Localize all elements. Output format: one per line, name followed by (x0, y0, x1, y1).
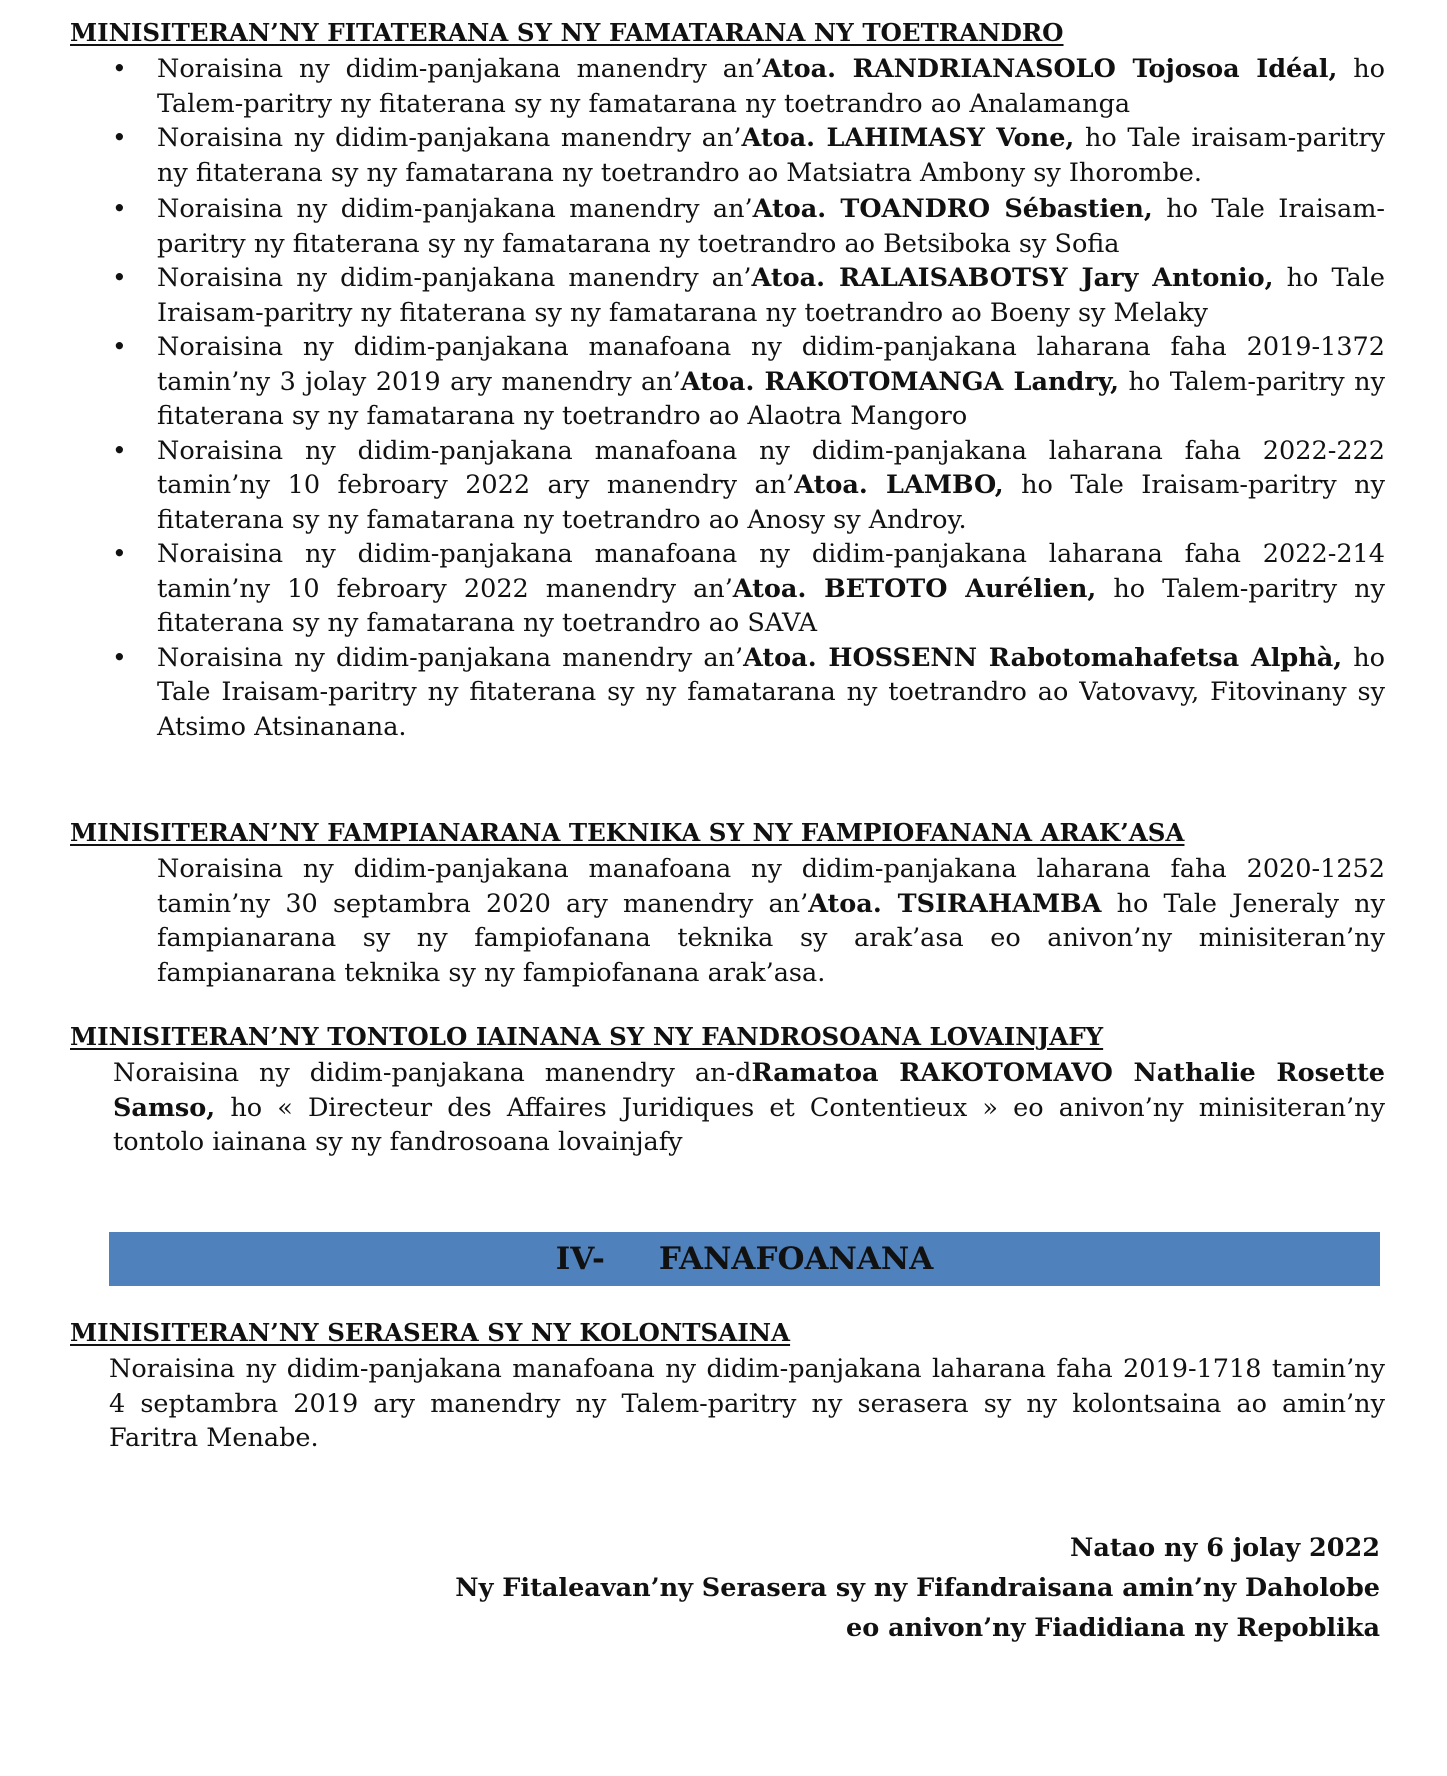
signature-block (455, 1528, 1380, 1648)
signature-line-2: eo anivon’ny Fiadidiana ny Repoblika (845, 1613, 1380, 1643)
item-text: Noraisina ny didim-panjakana manafoana ny didim-panjakana laharana faha 2022-214 tamin’ny 10 febroary 2022 manendry an’ (157, 539, 1385, 604)
person-name: Atoa. LAMBO, (794, 470, 1004, 500)
signature-date: Natao ny 6 jolay 2022 (1070, 1533, 1380, 1563)
person-name: Atoa. BETOTO Aurélien, (732, 573, 1097, 604)
list-item (110, 641, 1385, 745)
bullet-icon: • (112, 642, 127, 672)
person-name: Atoa. HOSSENN Rabotomahafetsa Alphà, (743, 642, 1343, 673)
list-item (110, 434, 1385, 538)
item-text: ho Tale Iraisam-paritry ny fitaterana sy ny famatarana ny toetrandro ao Betsiboka sy Sofia (157, 194, 1385, 259)
list-item (110, 121, 1385, 190)
item-text: Noraisina ny didim-panjakana manafoana ny didim-panjakana laharana faha 2022-222 tamin’ny 10 febroary 2022 ary manendry an’ (157, 435, 1385, 500)
item-text: ho Tale Iraisam-paritry ny fitaterana sy ny famatarana ny toetrandro ao Vatovavy, Fitovinany sy Atsimo Atsinanana. (157, 642, 1385, 742)
bullet-icon: • (112, 54, 127, 83)
item-text: ho Talem-paritry ny fitaterana sy ny famatarana ny toetrandro ao Alaotra Mangoro (157, 366, 1385, 431)
bullet-icon: • (112, 539, 127, 568)
paragraph-tontolo (113, 1056, 1385, 1160)
item-text: ho Tale Iraisam-paritry ny fitaterana sy ny famatarana ny toetrandro ao Boeny sy Melaky (157, 263, 1386, 328)
item-text: Noraisina ny didim-panjakana manendry an’ (157, 263, 752, 293)
bullet-icon: • (112, 123, 127, 152)
paragraph-serasera: Noraisina ny didim-panjakana manafoana ny didim-panjakana laharana faha 2019-1718 tamin’ny 4 septambra 2019 ary manendry ny Talem-paritry ny serasera sy ny kolontsaina ao amin’ny Faritra Menabe. (109, 1354, 1385, 1453)
person-name: Atoa. TSIRAHAMBA (808, 888, 1102, 919)
bullet-icon: • (112, 263, 127, 292)
list-item (110, 330, 1385, 434)
para-text: ho « Directeur des Affaires Juridiques et Contentieux » eo anivon’ny minisiteran’ny tontolo iainana sy ny fandrosoana lovainjafy (113, 1092, 1385, 1157)
item-text: Noraisina ny didim-panjakana manafoana ny didim-panjakana laharana faha 2019-1372 tamin’ny 3 jolay 2019 ary manendry an’ (157, 332, 1385, 397)
heading-serasera: MINISITERAN’NY SERASERA SY NY KOLONTSAINA (70, 1318, 791, 1347)
item-text: Noraisina ny didim-panjakana manendry an’ (157, 123, 742, 153)
bullet-icon: • (112, 332, 127, 361)
list-item (110, 537, 1385, 641)
item-text: Noraisina ny didim-panjakana manendry an’ (157, 54, 763, 84)
heading-toetrandro: MINISITERAN’NY FITATERANA SY NY FAMATARANA NY TOETRANDRO (70, 18, 1064, 47)
item-text: Noraisina ny didim-panjakana manendry an’ (157, 194, 753, 224)
heading-teknika: MINISITERAN’NY FAMPIANARANA TEKNIKA SY NY FAMPIOFANANA ARAK’ASA (70, 818, 1185, 847)
person-name: Atoa. LAHIMASY Vone, (741, 123, 1075, 153)
item-text: ho Talem-paritry ny fitaterana sy ny famatarana ny toetrandro ao SAVA (157, 573, 1385, 638)
person-name: Atoa. RANDRIANASOLO Tojosoa Idéal, (762, 54, 1338, 84)
list-toetrandro (110, 52, 1385, 744)
list-item (110, 261, 1385, 330)
bullet-icon: • (112, 194, 127, 223)
list-item (110, 52, 1385, 121)
section-bar-fanafoanana (109, 1232, 1380, 1286)
section-title: FANAFOANANA (658, 1241, 934, 1277)
section-number: IV- (555, 1241, 605, 1277)
paragraph-teknika (157, 852, 1385, 990)
person-name: Atoa. TOANDRO Sébastien, (752, 194, 1153, 224)
signature-line-1: Ny Fitaleavan’ny Serasera sy ny Fifandraisana amin’ny Daholobe (455, 1573, 1380, 1603)
para-text: Noraisina ny didim-panjakana manendry an-d (113, 1058, 752, 1088)
person-name: Atoa. RALAISABOTSY Jary Antonio, (751, 263, 1274, 293)
item-text: Noraisina ny didim-panjakana manendry an’ (157, 642, 744, 673)
list-item (110, 192, 1385, 261)
item-text: ho Tale Iraisam-paritry ny fitaterana sy ny famatarana ny toetrandro ao Anosy sy Androy. (157, 470, 1385, 535)
para-text: Noraisina ny didim-panjakana manafoana ny didim-panjakana laharana faha 2020-1252 tamin’ny 30 septambra 2020 ary manendry an’ (157, 854, 1385, 919)
item-text: ho Talem-paritry ny fitaterana sy ny famatarana ny toetrandro ao Analamanga (157, 54, 1385, 119)
person-name: Ramatoa RAKOTOMAVO Nathalie Rosette Samso, (113, 1058, 1385, 1123)
person-name: Atoa. RAKOTOMANGA Landry, (680, 366, 1120, 397)
para-text: ho Tale Jeneraly ny fampianarana sy ny fampiofanana teknika sy arak’asa eo anivon’ny minisiteran’ny fampianarana teknika sy ny fampiofanana arak’asa. (157, 888, 1385, 988)
item-text: ho Tale iraisam-paritry ny fitaterana sy ny famatarana ny toetrandro ao Matsiatra Ambony sy Ihorombe. (157, 123, 1385, 188)
bullet-icon: • (112, 435, 127, 465)
heading-tontolo: MINISITERAN’NY TONTOLO IAINANA SY NY FANDROSOANA LOVAINJAFY (70, 1022, 1104, 1051)
